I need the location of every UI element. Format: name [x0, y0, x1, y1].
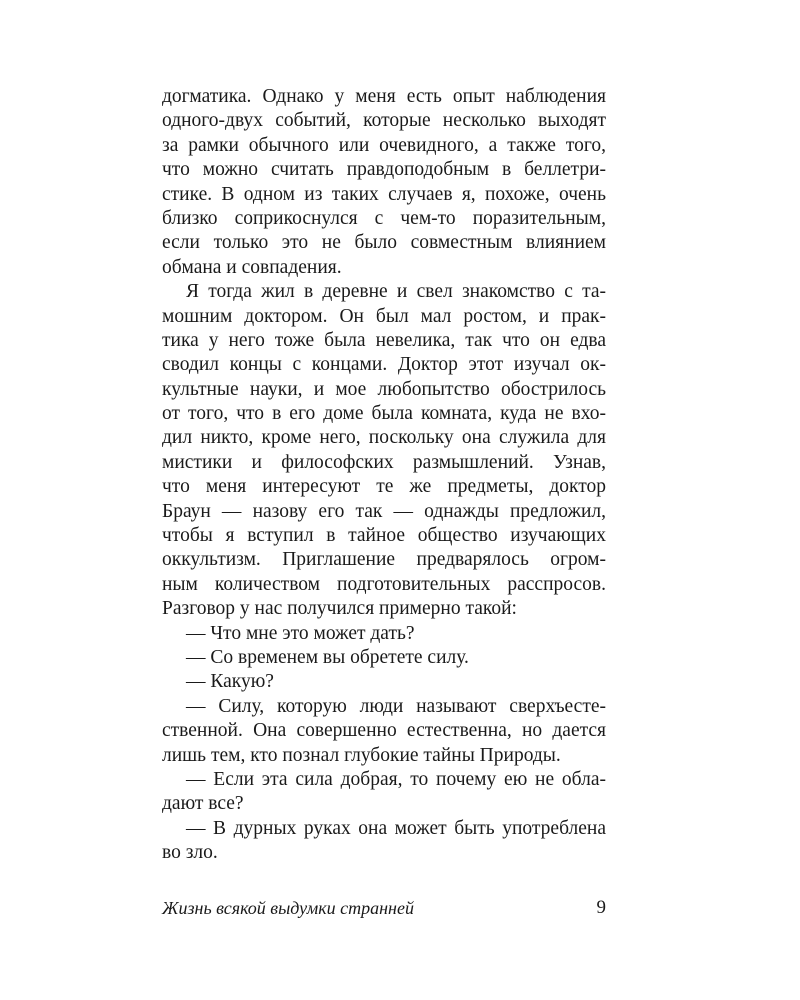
text-line: одного-двух событий, которые несколько выходят	[162, 110, 606, 132]
text-line: Я тогда жил в деревне и свел знакомство с та-	[186, 281, 606, 303]
text-line: от того, что в его доме была комната, куда не вхо-	[162, 403, 606, 425]
text-line: — Что мне это может дать?	[186, 622, 415, 644]
text-line: Браун — назову его так — однажды предложил,	[162, 500, 606, 522]
text-line: во зло.	[162, 842, 218, 864]
text-line: — Какую?	[186, 671, 274, 693]
text-line: мистики и философских размышлений. Узнав,	[162, 451, 606, 473]
body-text	[162, 85, 606, 866]
text-line: мошним доктором. Он был мал ростом, и прак-	[162, 305, 606, 327]
text-line: лишь тем, кто познал глубокие тайны Природы.	[162, 744, 561, 766]
text-line: догматика. Однако у меня есть опыт наблюдения	[162, 86, 606, 107]
text-line: — В дурных руках она может быть употреблена	[186, 817, 606, 839]
text-line: культные науки, и мое любопытство обострилось	[162, 378, 606, 400]
text-line: дают все?	[162, 793, 244, 815]
text-line: Разговор у нас получился примерно такой:	[162, 598, 517, 620]
text-line: за рамки обычного или очевидного, а также того,	[162, 134, 606, 156]
text-line: обмана и совпадения.	[162, 256, 342, 278]
text-line: — Силу, которую люди называют сверхъесте-	[186, 695, 606, 717]
text-line: сводил концы с концами. Доктор этот изучал ок-	[162, 354, 606, 376]
text-line: ным количеством подготовительных расспросов.	[162, 573, 606, 595]
text-line: что можно считать правдоподобным в беллетри-	[162, 159, 606, 181]
text-line: чтобы я вступил в тайное общество изучающих	[162, 525, 606, 547]
text-line: — Со временем вы обретете силу.	[186, 646, 469, 668]
text-line: что меня интересуют те же предметы, доктор	[162, 476, 606, 498]
running-title: Жизнь всякой выдумки странней	[162, 898, 414, 918]
text-line: дил никто, кроме него, поскольку она служила для	[162, 427, 606, 449]
text-line: оккультизм. Приглашение предварялось огром-	[162, 549, 606, 571]
page-number: 9	[596, 897, 606, 918]
text-line: если только это не было совместным влиянием	[162, 232, 606, 254]
text-line: — Если эта сила добрая, то почему ею не обла-	[186, 768, 606, 790]
text-line: близко соприкоснулся с чем-то поразительным,	[162, 207, 606, 229]
text-line: стике. В одном из таких случаев я, похоже, очень	[162, 183, 606, 205]
page-footer	[162, 896, 606, 920]
text-line: тика у него тоже была невелика, так что он едва	[162, 329, 606, 351]
text-line: ственной. Она совершенно естественна, но дается	[162, 720, 606, 742]
